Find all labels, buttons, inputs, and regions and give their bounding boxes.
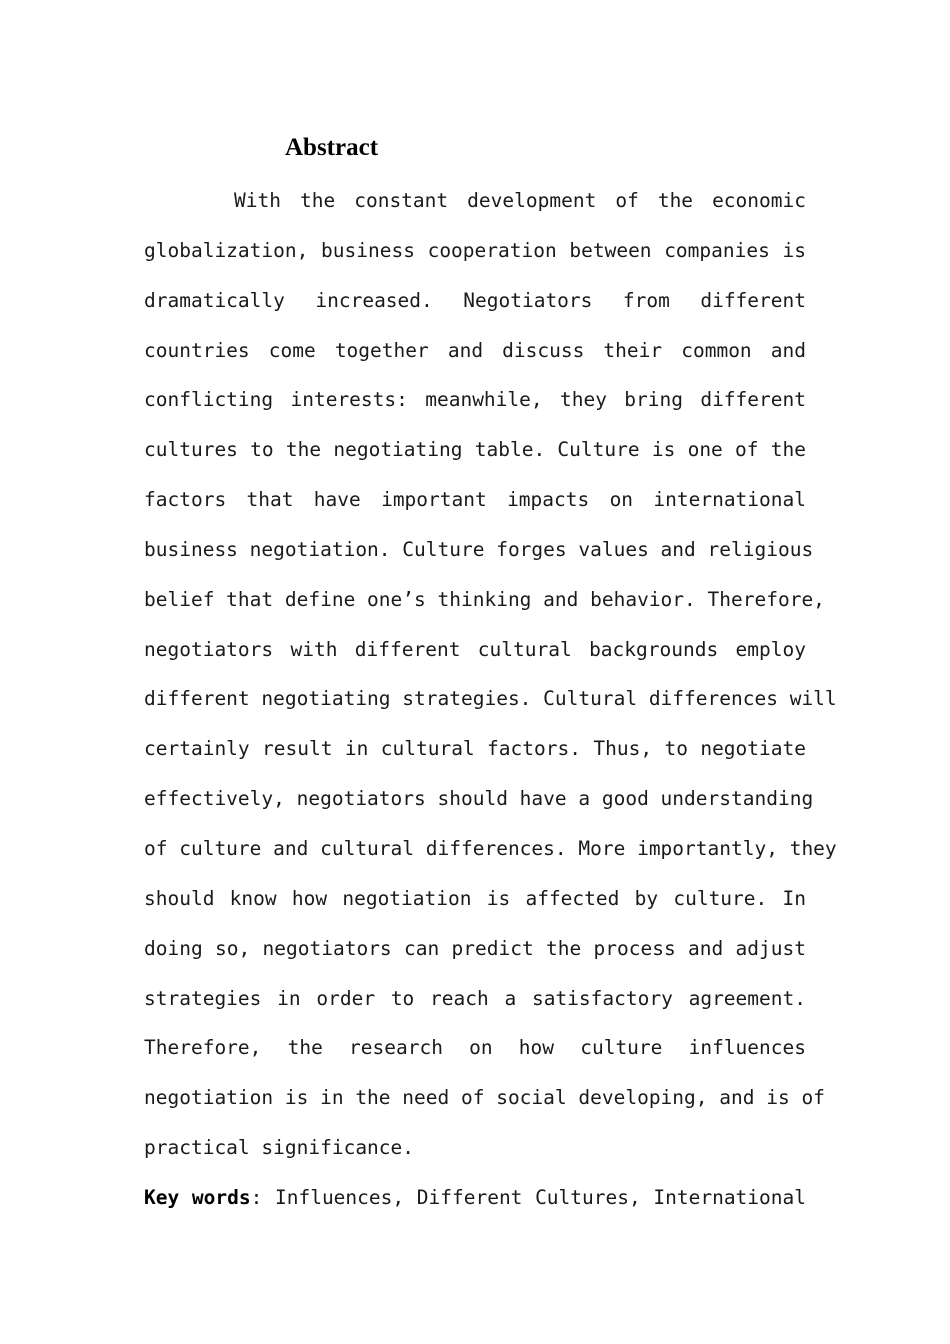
abstract-line: belief that define one’s thinking and behavior. Therefore, (144, 587, 825, 611)
abstract-line: With the constant development of the economic (234, 189, 806, 212)
abstract-line: should know how negotiation is affected by culture. In (144, 886, 806, 910)
abstract-line: business negotiation. Culture forges values and religious (144, 537, 814, 561)
abstract-body (144, 186, 837, 1183)
abstract-line: globalization, business cooperation between companies is (144, 238, 806, 262)
abstract-line: strategies in order to reach a satisfactory agreement. (144, 986, 806, 1010)
abstract-line: negotiation is in the need of social developing, and is of (144, 1086, 825, 1110)
abstract-line: of culture and cultural differences. More importantly, they (144, 836, 837, 860)
abstract-line: negotiators with different cultural backgrounds employ (144, 637, 806, 661)
abstract-line: countries come together and discuss their common and (144, 338, 806, 362)
keywords-label: Key words (144, 1186, 251, 1209)
abstract-line: certainly result in cultural factors. Thus, to negotiate (144, 737, 806, 761)
abstract-line: effectively, negotiators should have a good understanding (144, 787, 814, 811)
abstract-line: different negotiating strategies. Cultural differences will (144, 687, 837, 711)
keywords-separator: : (250, 1186, 263, 1209)
abstract-line: practical significance. (144, 1136, 415, 1160)
abstract-line: factors that have important impacts on international (144, 488, 806, 512)
abstract-line: conflicting interests: meanwhile, they bring different (144, 388, 806, 412)
keywords-text: Influences, Different Cultures, International (274, 1186, 806, 1209)
abstract-line: Therefore, the research on how culture influences (144, 1036, 806, 1060)
abstract-line: dramatically increased. Negotiators from different (144, 288, 806, 312)
keywords-line (144, 1183, 806, 1213)
abstract-title: Abstract (285, 134, 379, 161)
abstract-line: doing so, negotiators can predict the process and adjust (144, 936, 806, 960)
abstract-line: cultures to the negotiating table. Culture is one of the (144, 438, 806, 462)
